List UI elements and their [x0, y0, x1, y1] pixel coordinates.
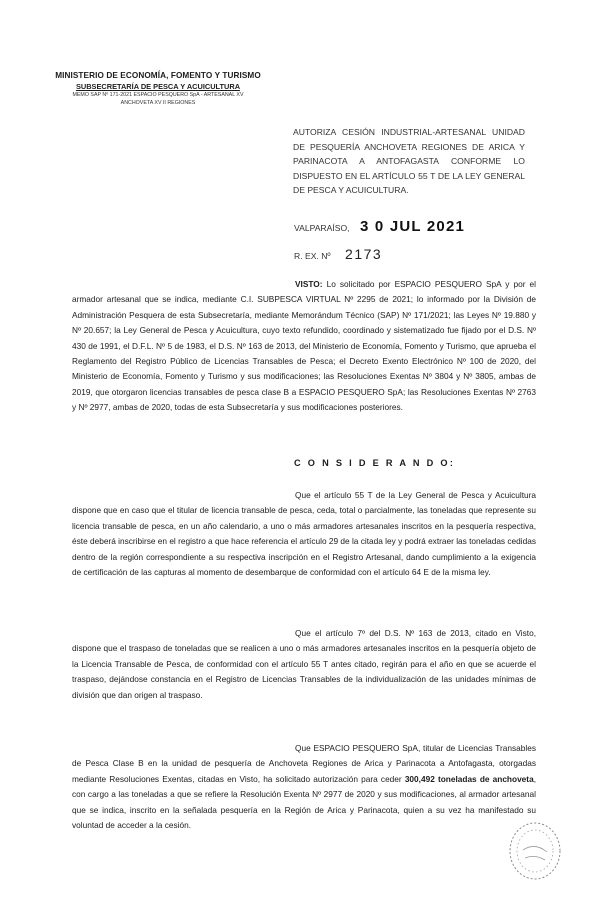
place-date	[294, 218, 465, 236]
resolution-label: R. EX. Nº	[294, 251, 331, 261]
memo-reference-line2: ANCHOVETA XV II REGIONES	[120, 99, 196, 106]
subsecretaria-name: SUBSECRETARÍA DE PESCA Y ACUICULTURA	[75, 82, 241, 91]
considerando-paragraph-3	[72, 741, 536, 833]
date-stamp: 3 0 JUL 2021	[360, 218, 466, 235]
considerando-paragraph-1: Que el artículo 55 T de la Ley General de Pesca y Acuicultura dispone que en caso que el titular de licencia transable de pesca, ceda, total o parcialmente, las toneladas que represente su licencia transable de pesca, en un año calendario, a uno o más armadores artesanales inscritos en la pesquería respectiva, éste deberá inscribirse en el registro a que hace referencia el artículo 29 de la citada ley y podrá extraer las toneladas cedidas dentro de la región correspondiente a su respectiva inscripción en el Registro Artesanal, dando cumplimiento a la exigencia de certificación de las capturas al momento de desembarque de conformidad con el artículo 64 E de la misma ley.	[72, 490, 536, 578]
paragraph-3-text-a: Que ESPACIO PESQUERO SpA, titular de Licencias Transables de Pesca Clase B en la unidad de pesquería de Anchoveta Regiones de Arica y Parinacota a Antofagasta, otorgadas mediante Resoluciones Exentas, citadas en Visto, ha solicitado autorización para ceder	[72, 743, 536, 784]
seal-stamp-icon	[507, 820, 563, 882]
ministry-name: MINISTERIO DE ECONOMÍA, FOMENTO Y TURISMO	[55, 71, 261, 80]
resolution-number	[294, 246, 382, 264]
visto-paragraph	[72, 277, 536, 416]
paragraph-3-text-b: , con cargo a las toneladas a que se refiere la Resolución Exenta Nº 2977 de 2020 y sus modificaciones, al armador artesanal que se indica, inscrito en la señalada pesquería en la Región de Arica y Parinacota, quien a su vez ha manifestado su voluntad de acceder a la cesión.	[72, 773, 536, 831]
letterhead	[38, 70, 278, 107]
tonnage-highlight: 300,492 toneladas de anchoveta	[404, 773, 534, 784]
resolution-summary: AUTORIZA CESIÓN INDUSTRIAL-ARTESANAL UNIDAD DE PESQUERÍA ANCHOVETA REGIONES DE ARICA Y PARINACOTA A ANTOFAGASTA CONFORME LO DISPUESTO EN EL ARTÍCULO 55 T DE LA LEY GENERAL DE PESCA Y ACUICULTURA.	[293, 127, 525, 196]
visto-label: VISTO:	[295, 279, 323, 289]
place-label: VALPARAÍSO,	[294, 223, 350, 233]
memo-reference: MEMO SAP Nº 171-2021 ESPACIO PESQUERO SpA - ARTESANAL XV	[72, 92, 244, 98]
considerando-paragraph-2: Que el artículo 7º del D.S. Nº 163 de 2013, citado en Visto, dispone que el traspaso de toneladas que se realicen a uno o más armadores artesanales inscritos en la pesquería objeto de la Licencia Transable de Pesca, de conformidad con el artículo 55 T antes citado, regirán para el año en que se acuerde el traspaso, dejándose constancia en el Registro de Licencias Transables de la individualización de las unidades mínimas de división que dan origen al traspaso.	[72, 628, 536, 700]
resolution-number-value: 2173	[345, 246, 383, 262]
visto-text: Lo solicitado por ESPACIO PESQUERO SpA y por el armador artesanal que se indica, mediante C.I. SUBPESCA VIRTUAL Nº 2295 de 2021; lo informado por la División de Administración Pesquera de esta Subsecretaría, mediante Memorándum Técnico (SAP) Nº 171/2021; las Leyes Nº 19.880 y Nº 20.657; la Ley General de Pesca y Acuicultura, cuyo texto refundido, coordinado y sistematizado fue fijado por el D.S. Nº 430 de 1991, el D.F.L. Nº 5 de 1983, el D.S. Nº 163 de 2013, del Ministerio de Economía, Fomento y Turismo, que aprueba el Reglamento del Registro Público de Licencias Transables de Pesca; el Decreto Exento Electrónico Nº 100 de 2020, del Ministerio de Economía, Fomento y Turismo y sus modificaciones; las Resoluciones Exentas Nº 3804 y Nº 3805, ambas de 2019, que otorgaron licencias transables de pesca clase B a ESPACIO PESQUERO SpA; las Resoluciones Exentas Nº 2763 y Nº 2977, ambas de 2020, todas de esta Subsecretaría y sus modificaciones posteriores.	[72, 279, 536, 413]
considerando-heading: C O N S I D E R A N D O:	[294, 458, 456, 468]
